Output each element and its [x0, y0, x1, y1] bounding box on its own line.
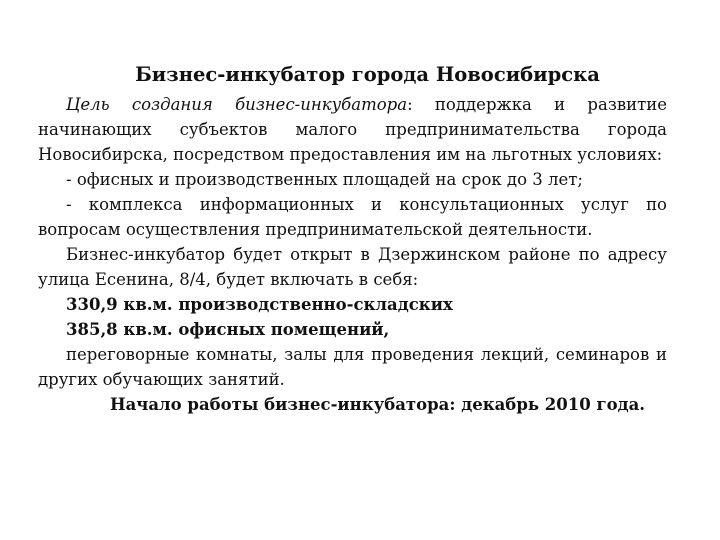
rooms-paragraph: переговорные комнаты, залы для проведения лекций, семинаров и других обучающих занятий.	[38, 345, 667, 389]
list-item-consulting: - комплекса информационных и консультационных услуг по вопросам осуществления предпринимательской деятельности.	[38, 195, 667, 239]
goal-label: Цель создания бизнес-инкубатора	[66, 95, 408, 114]
slide-title: Бизнес-инкубатор города Новосибирска	[135, 63, 600, 86]
start-date: Начало работы бизнес-инкубатора: декабрь 2010 года.	[110, 395, 646, 414]
goal-text: поддержка и развитие начинающих субъектов малого предпринимательства города Новосибирска, посредством предоставления им на льготных условиях:	[38, 95, 667, 164]
list-item-office-space: - офисных и производственных площадей на срок до 3 лет;	[66, 170, 583, 189]
location-paragraph: Бизнес-инкубатор будет открыт в Дзержинском районе по адресу улица Есенина, 8/4, будет включать в себя:	[38, 245, 667, 289]
goal-colon: :	[407, 95, 413, 114]
area-offices: 385,8 кв.м. офисных помещений,	[66, 320, 390, 339]
slide-content	[38, 60, 667, 418]
goal-paragraph	[38, 92, 667, 167]
area-production: 330,9 кв.м. производственно-складских	[66, 295, 453, 314]
